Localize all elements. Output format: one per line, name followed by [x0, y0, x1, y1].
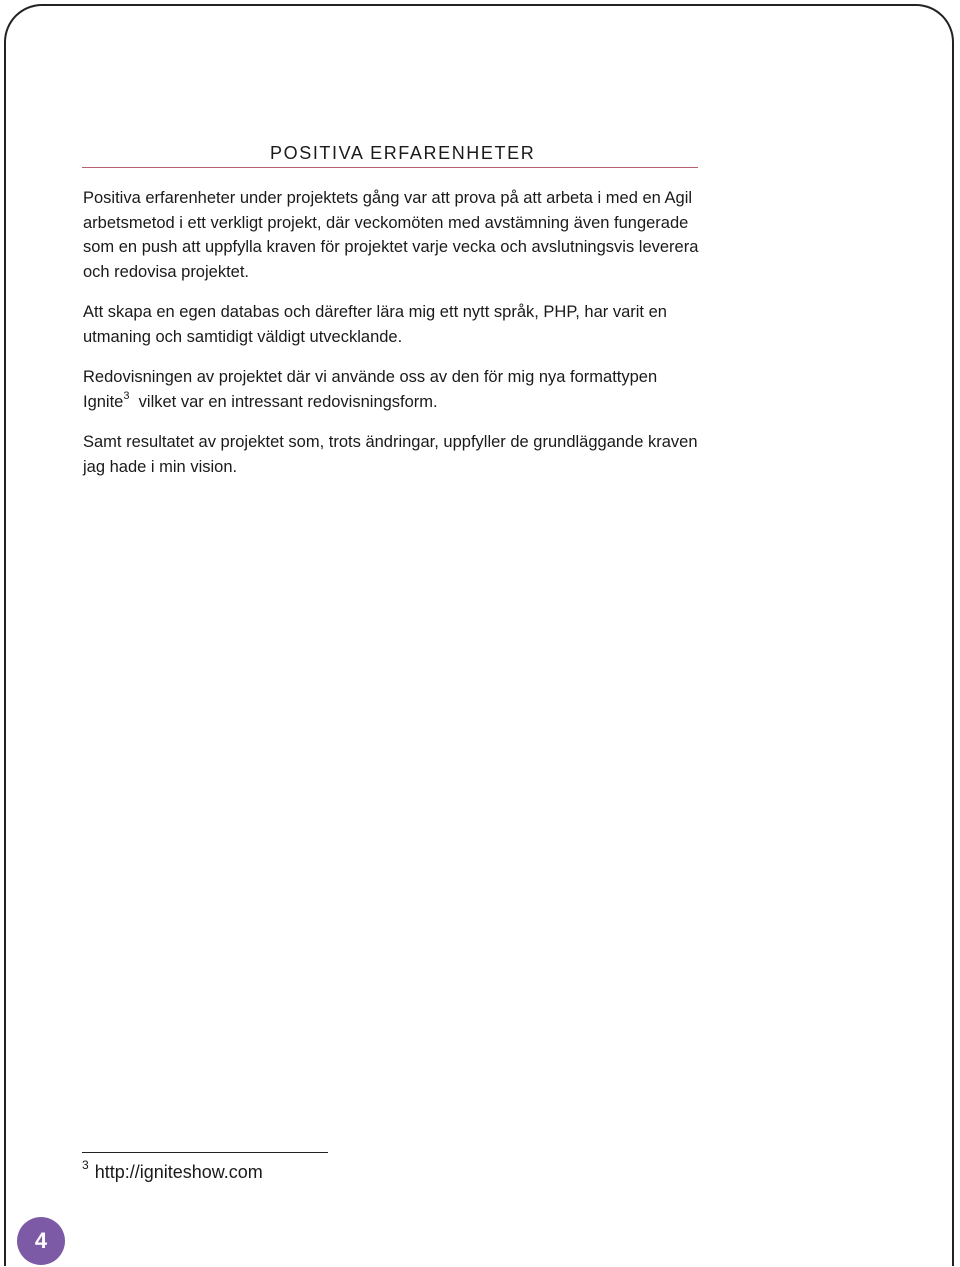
heading-underline	[82, 167, 698, 168]
paragraph-3-text-end: vilket var en intressant redovisningsform.	[138, 392, 438, 411]
paragraph-3-text: Redovisningen av projektet där vi använde oss av den för mig nya formattypen Ignite	[83, 368, 658, 411]
footnote-separator	[82, 1152, 328, 1153]
paragraph-4: Samt resultatet av projektet som, trots ändringar, uppfyller de grundläggande kraven jag hade i min vision.	[83, 433, 698, 476]
page-number-badge: 4	[17, 1217, 65, 1265]
footnote-number: 3	[82, 1158, 89, 1172]
footnote	[82, 1158, 263, 1186]
footnote-reference[interactable]: 3	[123, 390, 130, 402]
paragraph-2: Att skapa en egen databas och därefter lära mig ett nytt språk, PHP, har varit en utmaning och samtidigt väldigt utvecklande.	[83, 303, 667, 346]
section-heading: POSITIVA ERFARENHETER	[270, 143, 536, 163]
paragraph-3	[83, 365, 703, 414]
body-text	[83, 186, 703, 495]
paragraph-1: Positiva erfarenheter under projektets gång var att prova på att arbeta i med en Agil arbetsmetod i ett verkligt projekt, där veckomöten med avstämning även fungerade som en push att uppfylla kraven för projektet varje vecka och avslutningsvis leverera och redovisa projektet.	[83, 189, 699, 281]
footnote-link[interactable]: http://igniteshow.com	[94, 1162, 263, 1182]
